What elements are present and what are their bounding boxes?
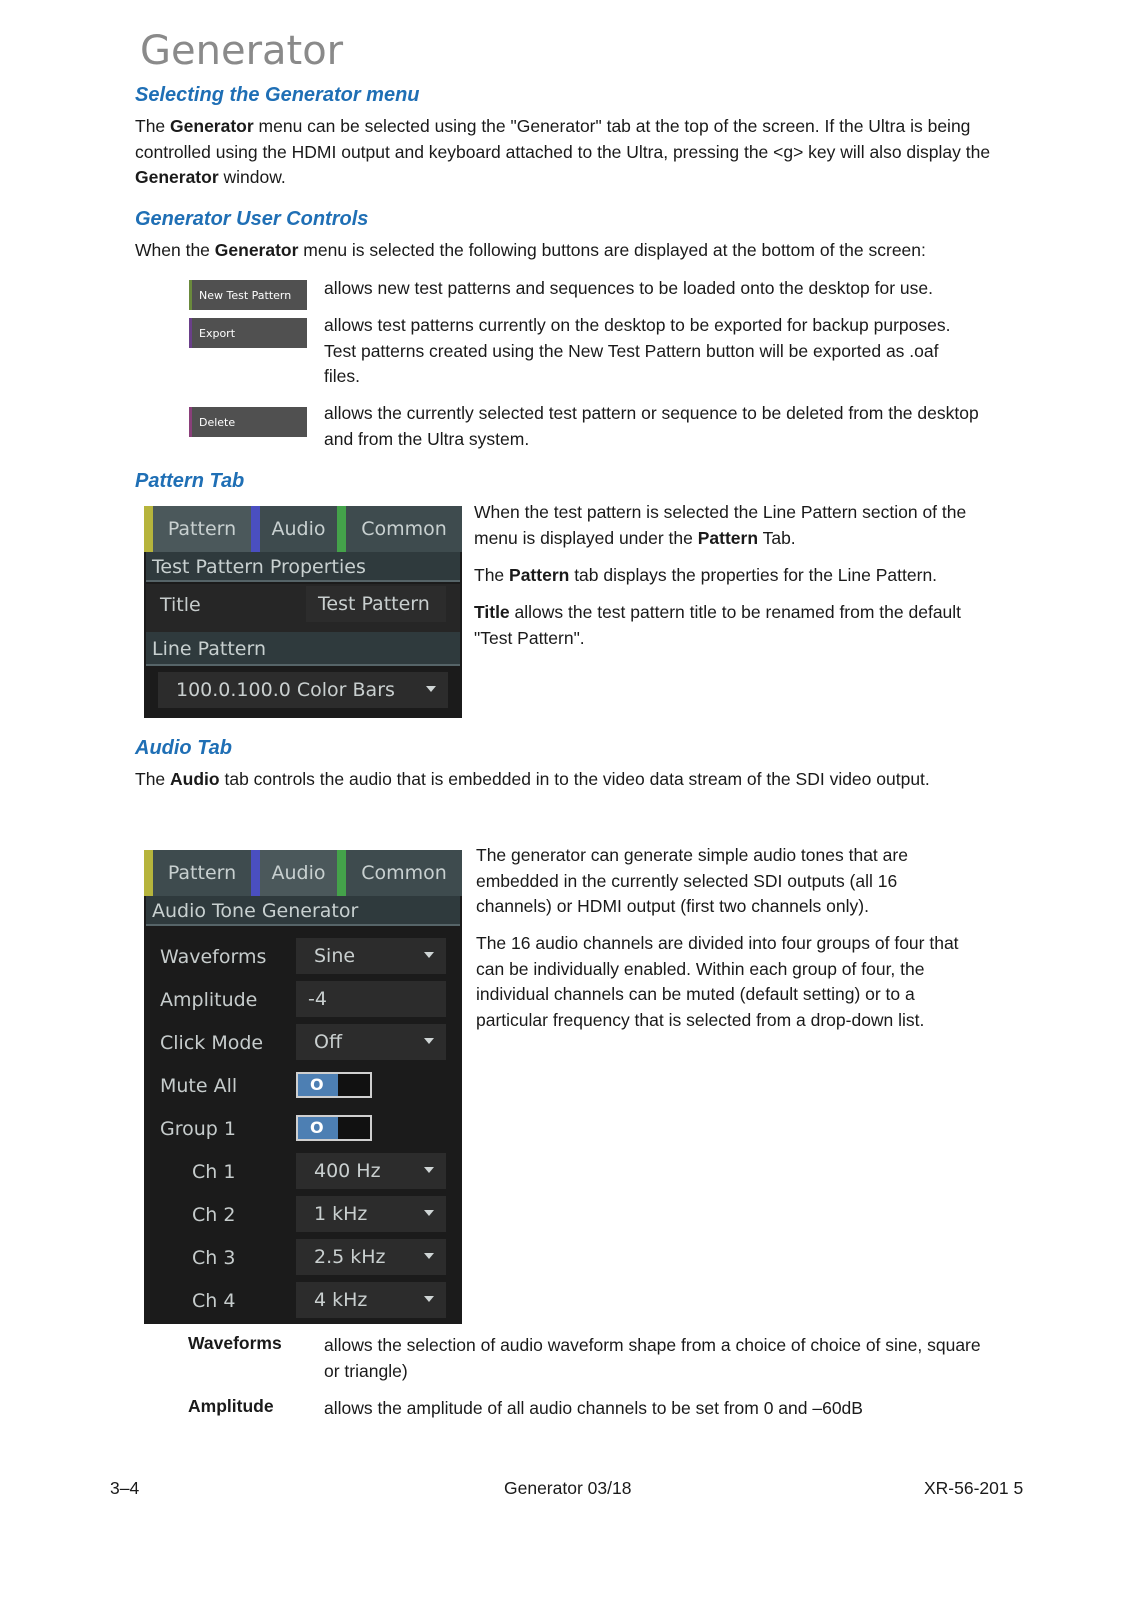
button-label: Export	[199, 326, 236, 340]
delete-desc: allows the currently selected test pattern or sequence to be deleted from the desktop and from the Ultra system.	[324, 403, 979, 449]
ch-4-value: 4 kHz	[314, 1289, 368, 1311]
chevron-down-icon	[424, 1210, 434, 1216]
audio-tone-generator-header: Audio Tone Generator	[146, 896, 460, 926]
tab-label: Common	[361, 518, 447, 540]
tab-color-bar	[337, 850, 346, 896]
button-label: New Test Pattern	[199, 288, 292, 302]
group-1-label: Group 1	[160, 1118, 236, 1140]
ch-1-dropdown[interactable]	[296, 1153, 446, 1189]
toggle-knob: O	[298, 1074, 338, 1096]
line-pattern-dropdown[interactable]	[158, 672, 448, 708]
amplitude-field[interactable]: -4	[296, 981, 446, 1017]
delete-button[interactable]	[189, 407, 307, 437]
tab-color-bar	[251, 850, 260, 896]
toggle-knob: O	[298, 1117, 338, 1139]
line-pattern-header: Line Pattern	[146, 632, 460, 666]
tab-audio[interactable]	[251, 506, 337, 552]
amplitude-label: Amplitude	[160, 989, 258, 1011]
export-button[interactable]	[189, 318, 307, 348]
tab-bar	[144, 506, 462, 552]
mute-all-label: Mute All	[160, 1075, 238, 1097]
chevron-down-icon	[424, 1253, 434, 1259]
tab-color-bar	[144, 506, 153, 552]
ch-1-label: Ch 1	[192, 1161, 236, 1183]
tab-common[interactable]	[337, 506, 462, 552]
chevron-down-icon	[424, 1038, 434, 1044]
audio-panel-screenshot	[144, 850, 462, 1324]
section-heading-pattern: Pattern Tab	[135, 470, 245, 492]
section-heading-selecting: Selecting the Generator menu	[135, 84, 420, 106]
definition-desc-amplitude: allows the amplitude of all audio channels to be set from 0 and –60dB	[324, 1398, 863, 1418]
tab-label: Pattern	[167, 518, 237, 540]
chevron-down-icon	[424, 1167, 434, 1173]
button-strip	[189, 280, 192, 310]
tab-color-bar	[144, 850, 153, 896]
page-title: Generator	[140, 28, 344, 74]
tab-label: Pattern	[167, 862, 237, 884]
new-test-pattern-button[interactable]	[189, 280, 307, 310]
tab-common[interactable]	[337, 850, 462, 896]
button-strip	[189, 318, 192, 348]
footer-doc-number: XR-56-201 5	[924, 1478, 1024, 1498]
waveforms-dropdown[interactable]	[296, 938, 446, 974]
line-pattern-value: 100.0.100.0 Color Bars	[176, 679, 395, 701]
ch-3-label: Ch 3	[192, 1247, 236, 1269]
title-field[interactable]: Test Pattern	[306, 586, 446, 622]
click-mode-value: Off	[314, 1031, 343, 1053]
tab-color-bar	[251, 506, 260, 552]
pattern-panel-screenshot	[144, 506, 462, 718]
click-mode-dropdown[interactable]	[296, 1024, 446, 1060]
tab-bar	[144, 850, 462, 896]
footer-page-number: 3–4	[110, 1478, 140, 1498]
section-heading-audio: Audio Tab	[135, 737, 233, 759]
audio-paragraph-1: The generator can generate simple audio tones that are embedded in the currently selected SDI outputs (all 16 channels) or HDMI output (first two channels only).	[476, 845, 908, 916]
tab-audio[interactable]	[251, 850, 337, 896]
tab-pattern[interactable]	[144, 850, 251, 896]
definition-term-waveforms: Waveforms	[188, 1333, 282, 1353]
button-label: Delete	[199, 415, 236, 429]
section-heading-controls: Generator User Controls	[135, 208, 369, 230]
chevron-down-icon	[424, 1296, 434, 1302]
tab-label: Audio	[271, 862, 326, 884]
export-desc: allows test patterns currently on the desktop to be exported for backup purposes. Test patterns created using the New Test Pattern button will be exported as .oaf files.	[324, 315, 951, 386]
ch-2-dropdown[interactable]	[296, 1196, 446, 1232]
pattern-paragraph-1: When the test pattern is selected the Line Pattern section of the menu is displayed under the Pattern Tab.	[474, 502, 967, 548]
tab-label: Common	[361, 862, 447, 884]
pattern-paragraph-2: The Pattern tab displays the properties for the Line Pattern.	[474, 565, 938, 585]
tab-pattern[interactable]	[144, 506, 251, 552]
waveforms-value: Sine	[314, 945, 356, 967]
mute-all-toggle[interactable]	[296, 1072, 372, 1098]
ch-3-dropdown[interactable]	[296, 1239, 446, 1275]
footer-center: Generator 03/18	[504, 1478, 632, 1498]
definition-term-amplitude: Amplitude	[188, 1396, 274, 1416]
tab-label: Audio	[271, 518, 326, 540]
definition-desc-waveforms: allows the selection of audio waveform shape from a choice of choice of sine, square or triangle)	[324, 1335, 981, 1381]
title-label: Title	[160, 594, 201, 616]
button-strip	[189, 407, 192, 437]
audio-paragraph-2: The 16 audio channels are divided into four groups of four that can be individually enabled. Within each group of four, the individual channels can be muted (default setting) or to a particular frequency that is selected from a drop-down list.	[476, 933, 959, 1030]
paragraph-selecting: The Generator menu can be selected using the "Generator" tab at the top of the screen. If the Ultra is being controlled using the HDMI output and keyboard attached to the Ultra, pressing the <g> key will also display the Generator window.	[135, 116, 991, 187]
ch-3-value: 2.5 kHz	[314, 1246, 386, 1268]
tab-color-bar	[337, 506, 346, 552]
ch-4-label: Ch 4	[192, 1290, 236, 1312]
chevron-down-icon	[424, 952, 434, 958]
ch-2-label: Ch 2	[192, 1204, 236, 1226]
audio-intro: The Audio tab controls the audio that is embedded in to the video data stream of the SDI video output.	[135, 769, 930, 789]
paragraph-controls: When the Generator menu is selected the following buttons are displayed at the bottom of the screen:	[135, 240, 926, 260]
test-pattern-properties-header: Test Pattern Properties	[146, 552, 460, 582]
click-mode-label: Click Mode	[160, 1032, 264, 1054]
ch-2-value: 1 kHz	[314, 1203, 368, 1225]
ch-4-dropdown[interactable]	[296, 1282, 446, 1318]
chevron-down-icon	[426, 686, 436, 692]
waveforms-label: Waveforms	[160, 946, 267, 968]
new-test-pattern-desc: allows new test patterns and sequences to be loaded onto the desktop for use.	[324, 278, 934, 298]
group-1-toggle[interactable]	[296, 1115, 372, 1141]
ch-1-value: 400 Hz	[314, 1160, 381, 1182]
pattern-paragraph-3: Title allows the test pattern title to be renamed from the default "Test Pattern".	[474, 602, 962, 648]
